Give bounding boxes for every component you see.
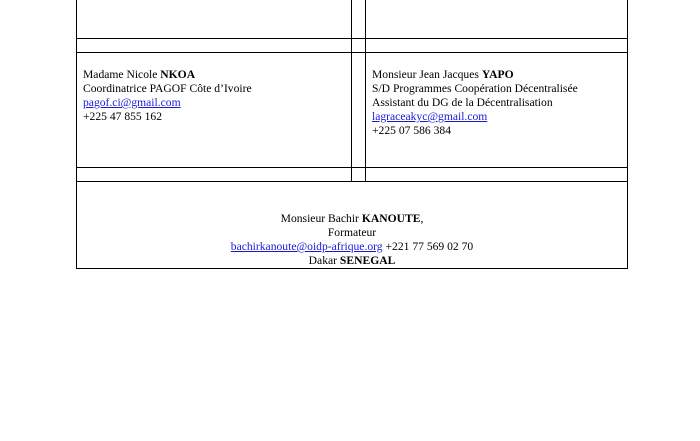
contact-title: Madame Nicole <box>83 68 158 81</box>
table-rule <box>76 38 628 39</box>
table-rule <box>76 52 628 53</box>
contact-phone: +225 47 855 162 <box>83 110 162 123</box>
table-rule <box>365 0 366 182</box>
trainer-block <box>76 212 628 268</box>
contact-role: Coordinatrice PAGOF Côte d’Ivoire <box>83 82 252 95</box>
contact-role-secondary: Assistant du DG de la Décentralisation <box>372 96 553 109</box>
trainer-location <box>76 254 628 268</box>
table-rule <box>76 181 628 182</box>
trainer-country: SENEGAL <box>339 254 396 267</box>
trainer-email-link[interactable]: bachirkanoute@oidp-afrique.org <box>230 240 383 253</box>
trainer-phone: +221 77 569 02 70 <box>385 240 474 253</box>
contact-surname: NKOA <box>160 68 196 81</box>
trainer-name <box>76 212 628 226</box>
contact-phone: +225 07 586 384 <box>372 124 451 137</box>
trainer-role: Formateur <box>327 226 377 239</box>
trainer-title: Monsieur Bachir <box>280 212 359 225</box>
contact-name <box>372 68 578 82</box>
trainer-surname-suffix: , <box>420 212 424 225</box>
contact-left <box>83 68 252 124</box>
contact-name <box>83 68 252 82</box>
table-rule <box>76 167 628 168</box>
table-rule <box>76 268 628 269</box>
contact-surname: YAPO <box>481 68 514 81</box>
contact-role: S/D Programmes Coopération Décentralisée <box>372 82 578 95</box>
trainer-contact-line <box>76 240 628 254</box>
trainer-surname: KANOUTE <box>361 212 421 225</box>
contact-title: Monsieur Jean Jacques <box>372 68 479 81</box>
contact-email-link[interactable]: pagof.ci@gmail.com <box>83 96 181 109</box>
contact-email-link[interactable]: lagraceakyc@gmail.com <box>372 110 488 123</box>
contact-right <box>372 68 578 138</box>
trainer-city: Dakar <box>308 254 337 267</box>
table-rule <box>351 0 352 182</box>
